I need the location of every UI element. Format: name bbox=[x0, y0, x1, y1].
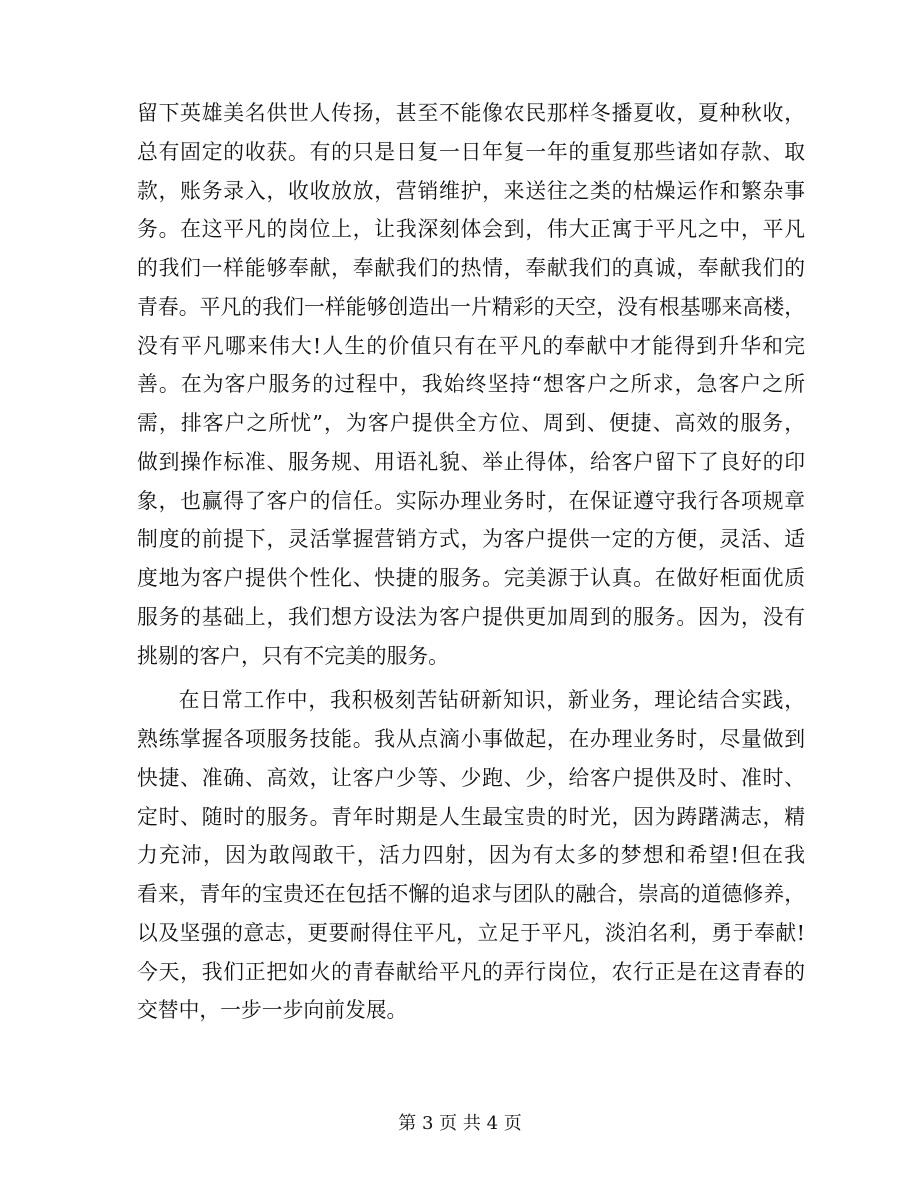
text-line: 交替中，一步一步向前发展。 bbox=[137, 998, 408, 1023]
text-line: 服务的基础上，我们想方设法为客户提供更加周到的服务。因为，没有 bbox=[137, 604, 805, 629]
text-line: 的我们一样能够奉献，奉献我们的热情，奉献我们的真诚，奉献我们的 bbox=[137, 256, 805, 280]
text-line: 象，也赢得了客户的信任。实际办理业务时，在保证遵守我行各项规章 bbox=[137, 488, 805, 513]
text-line: 青春。平凡的我们一样能够创造出一片精彩的天空，没有根基哪来高楼， bbox=[137, 294, 805, 319]
text-line: 总有固定的收获。有的只是日复一日年复一年的重复那些诸如存款、取 bbox=[137, 139, 805, 164]
text-line: 熟练掌握各项服务技能。我从点滴小事做起，在办理业务时，尽量做到 bbox=[137, 727, 805, 751]
text-line: 善。在为客户服务的过程中，我始终坚持“想客户之所求，急客户之所 bbox=[137, 372, 805, 397]
text-line: 挑剔的客户，只有不完美的服务。 bbox=[137, 643, 449, 668]
paragraph-1 bbox=[137, 94, 805, 675]
text-line: 定时、随时的服务。青年时期是人生最宝贵的时光，因为踌躇满志，精 bbox=[137, 804, 805, 829]
text-line: 没有平凡哪来伟大!人生的价值只有在平凡的奉献中才能得到升华和完 bbox=[137, 333, 805, 358]
text-line: 今天，我们正把如火的青春献给平凡的弄行岗位，农行正是在这青春的 bbox=[137, 959, 805, 984]
text-line: 在日常工作中，我积极刻苦钻研新知识，新业务，理论结合实践， bbox=[178, 688, 805, 713]
text-line: 度地为客户提供个性化、快捷的服务。完美源于认真。在做好柜面优质 bbox=[137, 566, 805, 590]
text-line: 需，排客户之所忧”，为客户提供全方位、周到、便捷、高效的服务， bbox=[137, 411, 805, 435]
paragraph-2 bbox=[137, 681, 805, 1030]
text-line: 力充沛，因为敢闯敢干，活力四射，因为有太多的梦想和希望!但在我 bbox=[137, 843, 805, 868]
text-line: 制度的前提下，灵活掌握营销方式，为客户提供一定的方便，灵活、适 bbox=[137, 527, 805, 552]
text-line: 务。在这平凡的岗位上，让我深刻体会到，伟大正寓于平凡之中，平凡 bbox=[137, 217, 805, 242]
text-line: 款，账务录入，收收放放，营销维护，来送往之类的枯燥运作和繁杂事 bbox=[137, 178, 805, 203]
text-line: 留下英雄美名供世人传扬，甚至不能像农民那样冬播夏收，夏种秋收， bbox=[137, 101, 805, 125]
text-line: 快捷、准确、高效，让客户少等、少跑、少，给客户提供及时、准时、 bbox=[137, 765, 805, 790]
text-line: 看来，青年的宝贵还在包括不懈的追求与团队的融合，崇高的道德修养， bbox=[137, 882, 805, 906]
page-number-footer: 第 3 页 共 4 页 bbox=[398, 1113, 522, 1134]
text-line: 以及坚强的意志，更要耐得住平凡，立足于平凡，淡泊名利，勇于奉献! bbox=[137, 920, 805, 945]
text-line: 做到操作标准、服务规、用语礼貌、举止得体，给客户留下了良好的印 bbox=[137, 449, 805, 474]
document-body bbox=[137, 94, 805, 1030]
